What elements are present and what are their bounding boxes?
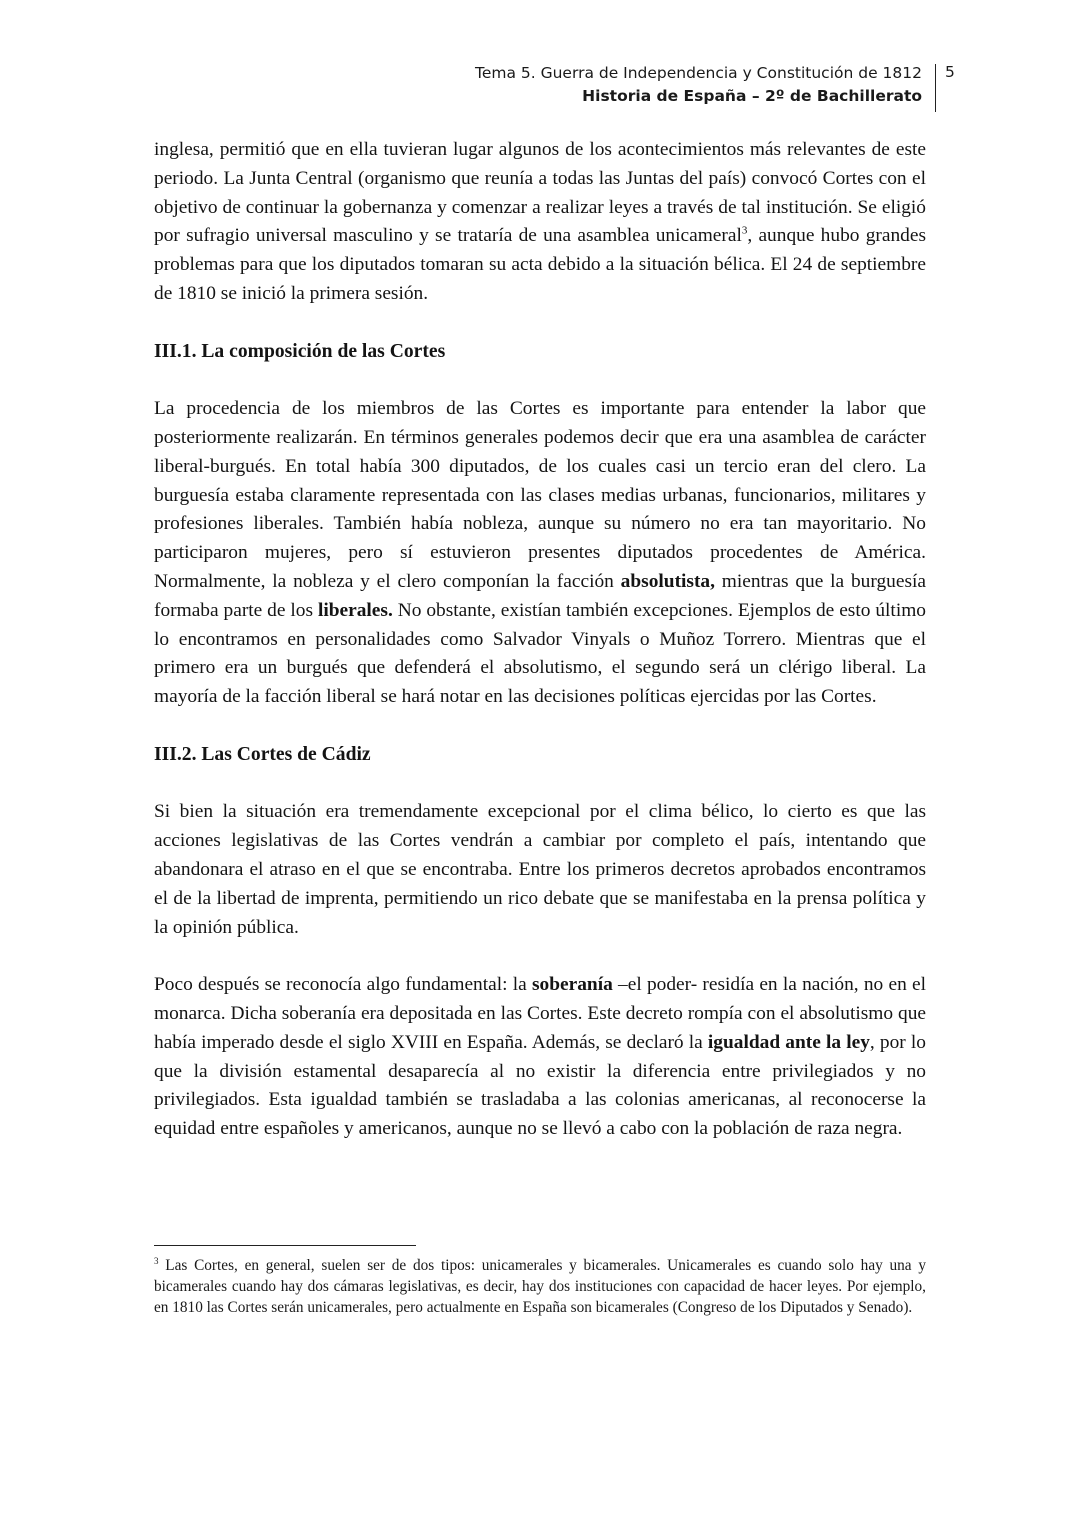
bold-liberales: liberales. <box>317 599 393 621</box>
intro-text-a: inglesa, permitió que en ella tuvieran lugar algunos de los acontecimientos más relevantes de este periodo. La Junta Central (organismo que reunía a todas las Juntas del país) convocó Cortes con el objetivo de continuar la gobernanza y comenzar a realizar leyes a través de tal institución. Se eligió por sufragio universal masculino y se trataría de una asamblea unicameral <box>154 139 926 247</box>
header-subtitle: Historia de España – 2º de Bachillerato <box>582 87 922 105</box>
footnote <box>154 1256 926 1318</box>
cadiz-paragraph-2 <box>154 971 926 1144</box>
section-heading-composition: III.1. La composición de las Cortes <box>154 340 446 362</box>
composition-text-a: La procedencia de los miembros de las Cortes es importante para entender la labor que posteriormente realizarán. En términos generales podemos decir que era una asamblea de carácter liberal-burgués. En total había 300 diputados, de los cuales casi un tercio eran del clero. La burguesía estaba claramente representada con las clases medias urbanas, funcionarios, militares y profesiones liberales. También había nobleza, aunque su número no era tan mayoritario. No participaron mujeres, pero sí estuvieron presentes diputados procedentes de América. Normalmente, la nobleza y el clero componían la facción <box>154 398 926 592</box>
footnote-text: Las Cortes, en general, suelen ser de dos tipos: unicamerales y bicamerales. Unicamerales es cuando solo hay una y bicamerales cuando hay dos cámaras legislativas, es decir, hay dos instituciones con capacidad de hacer leyes. Por ejemplo, en 1810 las Cortes serán unicamerales, pero actualmente en España son bicamerales (Congreso de los Diputados y Senado). <box>154 1257 926 1316</box>
bold-igualdad: igualdad ante la ley <box>707 1031 870 1053</box>
footnote-number: 3 <box>154 1255 159 1266</box>
intro-paragraph <box>154 136 926 309</box>
bold-absolutista: absolutista, <box>620 570 715 592</box>
composition-text-c: No obstante, existían también excepciones. Ejemplos de esto último lo encontramos en personalidades como Salvador Vinyals o Muñoz Torrero. Mientras que el primero era un burgués que defenderá el absolutismo, el segundo será un clérigo liberal. La mayoría de la facción liberal se hará notar en las decisiones políticas ejercidas por las Cortes. <box>154 599 926 708</box>
bold-soberania: soberanía <box>531 974 613 996</box>
header-title: Tema 5. Guerra de Independencia y Constitución de 1812 <box>474 64 922 82</box>
page-number: 5 <box>945 63 955 81</box>
intro-text-b: , aunque hubo grandes problemas para que los diputados tomaran su acta debido a la situación bélica. El 24 de septiembre de 1810 se inició la primera sesión. <box>154 225 926 304</box>
cadiz-text-b: –el poder- residía en la nación, no en el monarca. Dicha soberanía era depositada en las Cortes. Este decreto rompía con el absolutismo que había imperado desde el siglo XVIII en España. Además, se declaró la <box>154 974 926 1053</box>
section-heading-cadiz: III.2. Las Cortes de Cádiz <box>154 743 371 765</box>
header-divider <box>935 64 936 112</box>
cadiz-text-c: , por lo que la división estamental desaparecía al no existir la diferencia entre privilegiados y no privilegiados. Esta igualdad también se trasladaba a las colonias americanas, al reconocerse la equidad entre españoles y americanos, aunque no se llevó a cabo con la población de raza negra. <box>154 1031 926 1140</box>
cadiz-paragraph-1: Si bien la situación era tremendamente excepcional por el clima bélico, lo cierto es que las acciones legislativas de las Cortes vendrán a cambiar por completo el país, intentando que abandonara el atraso en el que se encontraba. Entre los primeros decretos aprobados encontramos el de la libertad de imprenta, permitiendo un rico debate que se manifestaba en la prensa política y la opinión pública. <box>154 801 926 938</box>
composition-text-b: mientras que la burguesía formaba parte de los <box>154 570 926 621</box>
cadiz-text-a: Poco después se reconocía algo fundamental: la <box>154 974 532 996</box>
footnote-divider <box>154 1245 416 1246</box>
footnote-reference[interactable]: 3 <box>741 224 748 237</box>
document-body <box>154 136 926 1144</box>
page-header <box>475 62 922 108</box>
composition-paragraph <box>154 395 926 712</box>
